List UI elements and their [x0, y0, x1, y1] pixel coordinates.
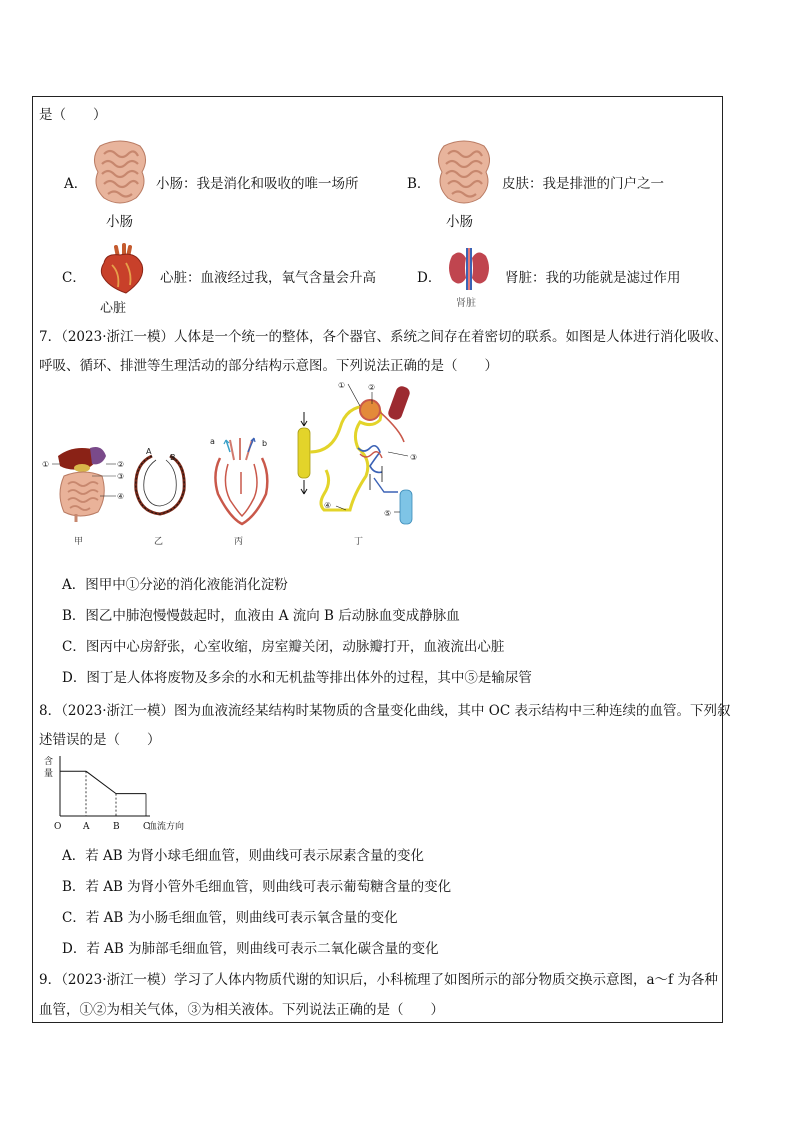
q6-option-b-letter: B． — [407, 176, 431, 192]
q7-option-a: A．图甲中①分泌的消化液能消化淀粉 — [62, 577, 288, 593]
q8-stem-line2: 述错误的是（ ） — [39, 732, 161, 748]
jia-label-1: ① — [42, 460, 50, 469]
kidney-icon — [446, 248, 492, 290]
q8-option-a: A．若 AB 为肾小球毛细血管，则曲线可表示尿素含量的变化 — [62, 848, 425, 864]
jia-label-3: ③ — [117, 472, 125, 481]
q6-option-c-text: 心脏：血液经过我，氧气含量会升高 — [160, 270, 376, 286]
x-tick-o: O — [54, 822, 62, 832]
panel-label-jia: 甲 — [74, 537, 84, 547]
q6-option-d-text: 肾脏：我的功能就是滤过作用 — [505, 270, 681, 286]
q7-option-b: B．图乙中肺泡慢慢鼓起时，血液由 A 流向 B 后动脉血变成静脉血 — [62, 608, 460, 624]
q6-option-c-caption: 心脏 — [100, 301, 127, 316]
panel-label-bing: 丙 — [234, 537, 244, 547]
small-intestine-icon — [90, 138, 152, 208]
panel-label-ding: 丁 — [354, 537, 364, 547]
q6-option-a-text: 小肠：我是消化和吸收的唯一场所 — [156, 176, 359, 192]
q6-option-a-caption: 小肠 — [106, 214, 133, 230]
q6-option-c-letter: C． — [62, 270, 86, 286]
y-axis-label-2: 量 — [44, 769, 54, 779]
q8-option-b: B．若 AB 为肾小管外毛细血管，则曲线可表示葡萄糖含量的变化 — [62, 879, 452, 895]
q7-figure-yi — [130, 447, 190, 550]
ding-label-5: ⑤ — [384, 509, 392, 518]
x-axis-label: 血流方向 — [148, 822, 185, 832]
jia-label-4: ④ — [117, 492, 125, 501]
q8-chart — [40, 752, 200, 834]
series-segment-1 — [86, 771, 116, 793]
q8-option-d: D．若 AB 为肺部毛细血管，则曲线可表示二氧化碳含量的变化 — [62, 941, 439, 957]
q6-option-b-text: 皮肤：我是排泄的门户之一 — [502, 176, 664, 192]
q6-option-d-caption: 肾脏 — [456, 298, 476, 309]
jia-label-2: ② — [117, 460, 125, 469]
bing-label-b: b — [262, 439, 268, 448]
q6-option-b-caption: 小肠 — [446, 214, 473, 230]
q8-option-c: C．若 AB 为小肠毛细血管，则曲线可表示氧含量的变化 — [62, 910, 398, 926]
q8-series-group — [60, 771, 146, 816]
q9-stem-line2: 血管，①②为相关气体，③为相关液体。下列说法正确的是（ ） — [39, 1002, 444, 1018]
q7-option-d: D．图丁是人体将废物及多余的水和无机盐等排出体外的过程，其中⑤是输尿管 — [62, 670, 532, 686]
yi-label-b: B — [170, 453, 176, 462]
ding-label-4: ④ — [324, 501, 332, 510]
y-axis-label-1: 含 — [44, 757, 54, 767]
q7-option-c: C．图丙中心房舒张，心室收缩，房室瓣关闭，动脉瓣打开，血液流出心脏 — [62, 639, 505, 655]
ding-label-2: ② — [368, 383, 376, 392]
q7-stem-line1: 7．（2023·浙江一模）人体是一个统一的整体，各个器官、系统之间存在着密切的联系。如图是人体进行消化吸收、 — [39, 329, 728, 345]
q7-stem-line2: 呼吸、循环、排泄等生理活动的部分结构示意图。下列说法正确的是（ ） — [39, 358, 498, 374]
ding-label-3: ③ — [410, 453, 418, 462]
small-intestine-icon — [434, 138, 496, 208]
q6-stem-tail: 是（ ） — [39, 107, 107, 123]
q8-tick-group — [54, 822, 150, 832]
q7-figure-jia — [44, 440, 134, 550]
panel-label-yi: 乙 — [154, 537, 164, 547]
ding-label-1: ① — [338, 381, 346, 390]
yi-label-a: A — [146, 447, 152, 456]
q6-option-a-letter: A． — [64, 176, 88, 192]
q7-figure-ding — [288, 382, 448, 550]
q8-stem-line1: 8．（2023·浙江一模）图为血液流经某结构时某物质的含量变化曲线，其中 OC 表示结构中三种连续的血管。下列叙 — [39, 703, 731, 719]
x-tick-c: C — [143, 822, 150, 832]
x-tick-b: B — [113, 822, 120, 832]
q6-option-d-letter: D． — [417, 270, 442, 286]
x-tick-a: A — [83, 822, 90, 832]
heart-icon — [96, 243, 148, 295]
q7-figure-bing — [206, 434, 276, 550]
bing-label-a: a — [210, 437, 215, 446]
q9-stem-line1: 9．（2023·浙江一模）学习了人体内物质代谢的知识后，小科梳理了如图所示的部分物质交换示意图，a～f 为各种 — [39, 972, 718, 988]
